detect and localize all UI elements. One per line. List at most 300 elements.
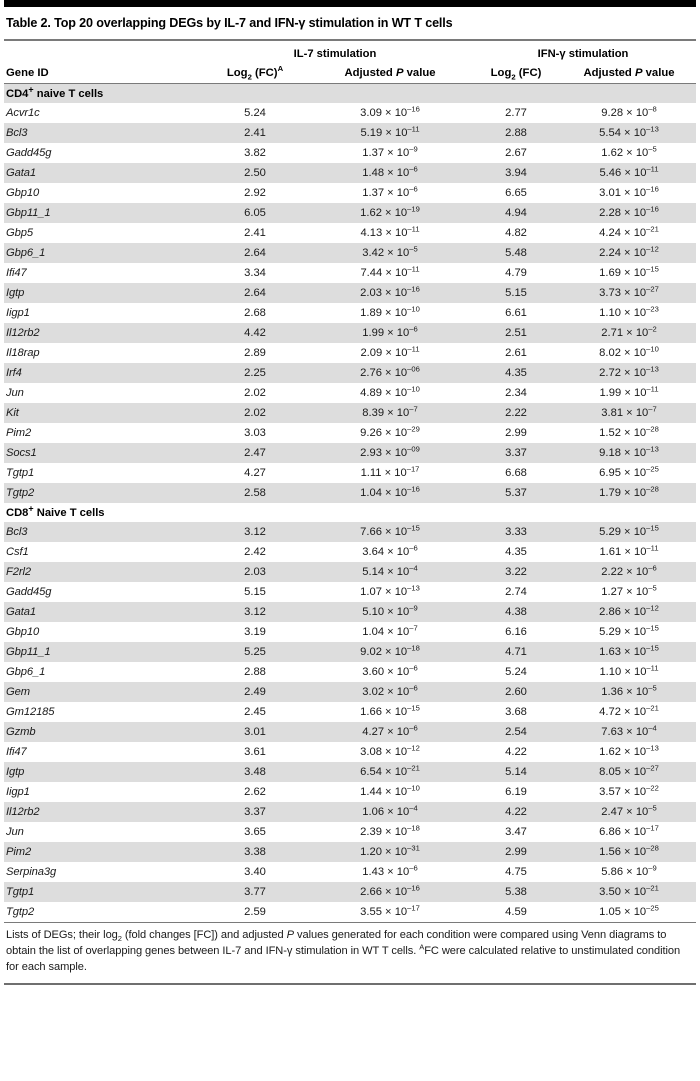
cell-ifng-log2fc: 6.65	[470, 183, 562, 203]
il7-p-exponent: –16	[407, 484, 420, 494]
il7-p-exponent: –6	[409, 184, 418, 194]
table-body	[4, 83, 696, 922]
cell-ifng-adjusted-p	[562, 123, 696, 143]
cell-gene-id: Gbp6_1	[4, 662, 200, 682]
ifng-p-exponent: –25	[646, 903, 659, 913]
table-row	[4, 642, 696, 662]
ifng-p-exponent: –17	[646, 823, 659, 833]
cell-ifng-log2fc: 2.67	[470, 143, 562, 163]
il7-p-mantissa: 2.09 × 10	[360, 346, 408, 359]
cell-ifng-adjusted-p	[562, 363, 696, 383]
section-label-post: naive T cells	[33, 87, 104, 100]
il7-p-mantissa: 5.19 × 10	[360, 126, 408, 139]
cell-ifng-adjusted-p	[562, 702, 696, 722]
cell-il7-log2fc: 3.12	[200, 522, 310, 542]
il7-p-exponent: –10	[407, 783, 420, 793]
il7-p-mantissa: 2.93 × 10	[360, 446, 408, 459]
il7-p-exponent: –16	[407, 284, 420, 294]
cell-il7-log2fc: 3.40	[200, 862, 310, 882]
cell-ifng-adjusted-p	[562, 143, 696, 163]
ifng-p-exponent: –11	[646, 663, 659, 673]
cell-gene-id: Irf4	[4, 363, 200, 383]
cell-ifng-log2fc: 4.22	[470, 742, 562, 762]
ifng-p-exponent: –6	[648, 563, 657, 573]
il7-p-exponent: –31	[407, 843, 420, 853]
il7-p-exponent: –16	[407, 883, 420, 893]
cell-ifng-adjusted-p	[562, 902, 696, 922]
cell-il7-adjusted-p	[310, 163, 470, 183]
cell-il7-log2fc: 3.77	[200, 882, 310, 902]
cell-ifng-adjusted-p	[562, 103, 696, 123]
il7-p-exponent: –06	[407, 364, 420, 374]
ifng-p-exponent: –5	[648, 683, 657, 693]
cell-il7-adjusted-p	[310, 143, 470, 163]
ifng-p-exponent: –15	[646, 264, 659, 274]
il7-fc-footnote-marker: A	[277, 64, 284, 74]
cell-il7-adjusted-p	[310, 283, 470, 303]
cell-gene-id: Il18rap	[4, 343, 200, 363]
table-row	[4, 722, 696, 742]
cell-il7-adjusted-p	[310, 642, 470, 662]
il7-p-mantissa: 7.44 × 10	[360, 266, 408, 279]
ifng-p-mantissa: 1.79 × 10	[599, 486, 647, 499]
cell-gene-id: F2rl2	[4, 562, 200, 582]
il7-p-exponent: –6	[409, 324, 418, 334]
section-header-row	[4, 83, 696, 103]
cell-il7-log2fc: 2.41	[200, 223, 310, 243]
cell-ifng-adjusted-p	[562, 802, 696, 822]
cell-ifng-log2fc: 4.82	[470, 223, 562, 243]
cell-ifng-log2fc: 6.68	[470, 463, 562, 483]
table-row	[4, 183, 696, 203]
il7-p-exponent: –9	[409, 144, 418, 154]
cell-ifng-adjusted-p	[562, 243, 696, 263]
cell-il7-adjusted-p	[310, 123, 470, 143]
il7-p-exponent: –09	[407, 444, 420, 454]
il7-p-exponent: –11	[407, 124, 420, 134]
cell-il7-adjusted-p	[310, 343, 470, 363]
il7-p-mantissa: 1.20 × 10	[360, 845, 408, 858]
cell-il7-adjusted-p	[310, 782, 470, 802]
cell-il7-adjusted-p	[310, 183, 470, 203]
ifng-p-mantissa: 1.27 × 10	[601, 585, 649, 598]
cell-gene-id: Pim2	[4, 423, 200, 443]
cell-ifng-adjusted-p	[562, 622, 696, 642]
cell-gene-id: Gbp10	[4, 183, 200, 203]
cell-gene-id: Tgtp2	[4, 902, 200, 922]
ifng-p-exponent: –5	[648, 803, 657, 813]
cell-il7-log2fc: 6.05	[200, 203, 310, 223]
cell-ifng-log2fc: 2.51	[470, 323, 562, 343]
il7-p-exponent: –7	[409, 404, 418, 414]
cell-il7-log2fc: 3.34	[200, 263, 310, 283]
il7-p-mantissa: 2.03 × 10	[360, 286, 408, 299]
cell-ifng-log2fc: 6.19	[470, 782, 562, 802]
cell-ifng-adjusted-p	[562, 822, 696, 842]
ifng-p-mantissa: 2.28 × 10	[599, 206, 647, 219]
ifng-p-exponent: –13	[646, 364, 659, 374]
cell-ifng-log2fc: 2.74	[470, 582, 562, 602]
il7-p-mantissa: 3.60 × 10	[362, 665, 410, 678]
cell-il7-adjusted-p	[310, 602, 470, 622]
cell-ifng-log2fc: 2.61	[470, 343, 562, 363]
table-row	[4, 542, 696, 562]
il7-p-exponent: –18	[407, 643, 420, 653]
ifng-p-mantissa: 3.50 × 10	[599, 885, 647, 898]
cell-il7-log2fc: 3.19	[200, 622, 310, 642]
il7-p-mantissa: 1.44 × 10	[360, 785, 408, 798]
cell-il7-log2fc: 3.37	[200, 802, 310, 822]
cell-gene-id: Kit	[4, 403, 200, 423]
cell-gene-id: Tgtp1	[4, 463, 200, 483]
cell-gene-id: Gbp11_1	[4, 642, 200, 662]
cell-gene-id: Igtp	[4, 762, 200, 782]
ifng-p-exponent: –2	[648, 324, 657, 334]
ifng-p-exponent: –27	[646, 763, 659, 773]
cell-gene-id: Gem	[4, 682, 200, 702]
cell-il7-log2fc: 2.41	[200, 123, 310, 143]
cell-ifng-log2fc: 5.38	[470, 882, 562, 902]
footnote-sub-2: 2	[117, 934, 122, 944]
ifng-p-mantissa: 9.18 × 10	[599, 446, 647, 459]
ifng-p-exponent: –9	[648, 863, 657, 873]
ifng-p-exponent: –25	[646, 464, 659, 474]
col-header-il7-adjusted-p	[310, 64, 470, 84]
table-row	[4, 662, 696, 682]
cell-gene-id: Gata1	[4, 163, 200, 183]
section-label-plus-sup: +	[28, 503, 34, 514]
ifng-p-exponent: –28	[646, 424, 659, 434]
cell-gene-id: Tgtp1	[4, 882, 200, 902]
il7-p-mantissa: 9.26 × 10	[360, 426, 408, 439]
table-footnote	[4, 923, 696, 982]
ifng-p-mantissa: 5.86 × 10	[601, 865, 649, 878]
il7-p-mantissa: 2.76 × 10	[360, 366, 408, 379]
column-header-row	[4, 64, 696, 84]
ifng-p-mantissa: 9.28 × 10	[601, 106, 649, 119]
cell-gene-id: Gadd45g	[4, 143, 200, 163]
cell-ifng-log2fc: 5.15	[470, 283, 562, 303]
ifng-p-mantissa: 3.01 × 10	[599, 186, 647, 199]
cell-ifng-log2fc: 2.99	[470, 842, 562, 862]
cell-ifng-log2fc: 4.79	[470, 263, 562, 283]
ifng-p-mantissa: 1.56 × 10	[599, 845, 647, 858]
table-row	[4, 842, 696, 862]
cell-ifng-adjusted-p	[562, 862, 696, 882]
cell-il7-log2fc: 3.03	[200, 423, 310, 443]
il7-p-exponent: –4	[409, 563, 418, 573]
cell-il7-log2fc: 2.02	[200, 403, 310, 423]
cell-ifng-log2fc: 3.33	[470, 522, 562, 542]
cell-il7-adjusted-p	[310, 742, 470, 762]
table-row	[4, 862, 696, 882]
cell-ifng-log2fc: 5.48	[470, 243, 562, 263]
ifng-p-exponent: –15	[646, 623, 659, 633]
cell-il7-log2fc: 2.47	[200, 443, 310, 463]
il7-p-post: value	[403, 66, 436, 79]
ifng-p-exponent: –10	[646, 344, 659, 354]
il7-p-mantissa: 3.09 × 10	[360, 106, 408, 119]
section-label-pre: CD8	[6, 506, 29, 519]
table-row	[4, 263, 696, 283]
ifng-p-mantissa: 2.22 × 10	[601, 565, 649, 578]
table-row	[4, 602, 696, 622]
cell-il7-adjusted-p	[310, 822, 470, 842]
table-title: Table 2. Top 20 overlapping DEGs by IL-7 and IFN-γ stimulation in WT T cells	[6, 16, 453, 30]
cell-ifng-adjusted-p	[562, 662, 696, 682]
cell-il7-adjusted-p	[310, 223, 470, 243]
table-row	[4, 782, 696, 802]
cell-ifng-adjusted-p	[562, 223, 696, 243]
ifng-p-mantissa: 6.95 × 10	[599, 466, 647, 479]
ifng-p-exponent: –15	[646, 643, 659, 653]
table-row	[4, 343, 696, 363]
ifng-p-post: value	[642, 66, 675, 79]
il7-fc-sub: 2	[247, 72, 252, 82]
cell-il7-log2fc: 3.65	[200, 822, 310, 842]
il7-p-mantissa: 3.02 × 10	[362, 685, 410, 698]
cell-gene-id: Bcl3	[4, 123, 200, 143]
ifng-p-mantissa: 1.10 × 10	[599, 306, 647, 319]
cell-ifng-log2fc: 2.22	[470, 403, 562, 423]
cell-ifng-log2fc: 5.14	[470, 762, 562, 782]
cell-ifng-adjusted-p	[562, 183, 696, 203]
cell-il7-log2fc: 4.42	[200, 323, 310, 343]
cell-il7-adjusted-p	[310, 802, 470, 822]
ifng-p-exponent: –8	[648, 104, 657, 114]
cell-gene-id: Csf1	[4, 542, 200, 562]
table-row	[4, 562, 696, 582]
cell-il7-log2fc: 2.68	[200, 303, 310, 323]
ifng-p-exponent: –27	[646, 284, 659, 294]
il7-p-exponent: –6	[409, 543, 418, 553]
cell-il7-log2fc: 3.82	[200, 143, 310, 163]
il7-p-exponent: –15	[407, 703, 420, 713]
table-row	[4, 463, 696, 483]
cell-il7-log2fc: 2.88	[200, 662, 310, 682]
cell-ifng-log2fc: 3.94	[470, 163, 562, 183]
ifng-p-mantissa: 1.52 × 10	[599, 426, 647, 439]
cell-il7-log2fc: 3.12	[200, 602, 310, 622]
cell-il7-adjusted-p	[310, 443, 470, 463]
ifng-p-mantissa: 4.72 × 10	[599, 705, 647, 718]
cell-ifng-adjusted-p	[562, 343, 696, 363]
group-header-row	[4, 41, 696, 64]
cell-ifng-log2fc: 3.22	[470, 562, 562, 582]
il7-p-mantissa: 8.39 × 10	[362, 406, 410, 419]
table-row	[4, 403, 696, 423]
table-row	[4, 163, 696, 183]
ifng-p-mantissa: 3.73 × 10	[599, 286, 647, 299]
table-row	[4, 223, 696, 243]
il7-p-mantissa: 2.66 × 10	[360, 885, 408, 898]
cell-il7-adjusted-p	[310, 902, 470, 922]
ifng-p-mantissa: 2.72 × 10	[599, 366, 647, 379]
section-label-plus-sup: +	[28, 84, 34, 95]
cell-ifng-log2fc: 4.59	[470, 902, 562, 922]
il7-p-mantissa: 5.10 × 10	[362, 605, 410, 618]
ifng-p-exponent: –4	[648, 723, 657, 733]
table-row	[4, 363, 696, 383]
cell-il7-adjusted-p	[310, 403, 470, 423]
cell-il7-adjusted-p	[310, 882, 470, 902]
table-row	[4, 143, 696, 163]
il7-p-exponent: –4	[409, 803, 418, 813]
cell-ifng-adjusted-p	[562, 582, 696, 602]
cell-ifng-log2fc: 4.22	[470, 802, 562, 822]
cell-il7-adjusted-p	[310, 463, 470, 483]
ifng-p-mantissa: 1.36 × 10	[601, 685, 649, 698]
cell-il7-adjusted-p	[310, 582, 470, 602]
cell-ifng-log2fc: 4.75	[470, 862, 562, 882]
cell-ifng-adjusted-p	[562, 203, 696, 223]
cell-gene-id: Il12rb2	[4, 802, 200, 822]
il7-p-mantissa: 3.42 × 10	[362, 246, 410, 259]
cell-ifng-log2fc: 5.24	[470, 662, 562, 682]
cell-ifng-log2fc: 2.54	[470, 722, 562, 742]
ifng-p-exponent: –5	[648, 583, 657, 593]
cell-ifng-adjusted-p	[562, 522, 696, 542]
il7-p-exponent: –29	[407, 424, 420, 434]
cell-ifng-log2fc: 3.37	[470, 443, 562, 463]
il7-p-mantissa: 1.48 × 10	[362, 166, 410, 179]
group-header-il7: IL-7 stimulation	[200, 41, 470, 64]
cell-il7-log2fc: 5.25	[200, 642, 310, 662]
il7-p-mantissa: 4.89 × 10	[360, 386, 408, 399]
cell-il7-log2fc: 2.02	[200, 383, 310, 403]
cell-ifng-log2fc: 4.35	[470, 542, 562, 562]
cell-gene-id: Bcl3	[4, 522, 200, 542]
section-label-post: Naive T cells	[33, 506, 105, 519]
cell-il7-adjusted-p	[310, 203, 470, 223]
cell-ifng-log2fc: 5.37	[470, 483, 562, 503]
ifng-fc-post: (FC)	[515, 66, 542, 79]
ifng-p-mantissa: 8.05 × 10	[599, 765, 647, 778]
ifng-p-mantissa: 5.46 × 10	[599, 166, 647, 179]
il7-p-exponent: –6	[409, 723, 418, 733]
table-row	[4, 123, 696, 143]
il7-p-exponent: –16	[407, 104, 420, 114]
table-row	[4, 882, 696, 902]
cell-ifng-adjusted-p	[562, 842, 696, 862]
cell-ifng-adjusted-p	[562, 642, 696, 662]
il7-p-mantissa: 1.89 × 10	[360, 306, 408, 319]
ifng-p-mantissa: 5.29 × 10	[599, 525, 647, 538]
section-header-label	[4, 503, 696, 522]
cell-ifng-log2fc: 4.94	[470, 203, 562, 223]
cell-gene-id: Serpina3g	[4, 862, 200, 882]
cell-il7-adjusted-p	[310, 682, 470, 702]
ifng-p-exponent: –16	[646, 184, 659, 194]
il7-p-mantissa: 4.27 × 10	[362, 725, 410, 738]
ifng-p-mantissa: 6.86 × 10	[599, 825, 647, 838]
cell-gene-id: Acvr1c	[4, 103, 200, 123]
cell-il7-adjusted-p	[310, 363, 470, 383]
table-row	[4, 283, 696, 303]
cell-il7-adjusted-p	[310, 702, 470, 722]
cell-gene-id: Gata1	[4, 602, 200, 622]
ifng-p-exponent: –28	[646, 843, 659, 853]
cell-ifng-adjusted-p	[562, 722, 696, 742]
ifng-p-mantissa: 2.24 × 10	[599, 246, 647, 259]
cell-ifng-log2fc: 4.71	[470, 642, 562, 662]
il7-p-mantissa: 1.04 × 10	[362, 625, 410, 638]
ifng-p-mantissa: 2.47 × 10	[601, 805, 649, 818]
footnote-seg3: values generated for each condition were compared using Venn diagrams to obtain the list of overlapping genes between IL-7 and IFN-γ stimulation in WT T cells.	[6, 929, 667, 958]
cell-gene-id: Gbp6_1	[4, 243, 200, 263]
degs-table	[4, 41, 696, 922]
il7-p-mantissa: 1.11 × 10	[360, 466, 407, 479]
ifng-p-exponent: –12	[646, 244, 659, 254]
cell-il7-adjusted-p	[310, 842, 470, 862]
col-header-ifng-adjusted-p	[562, 64, 696, 84]
il7-p-mantissa: 1.99 × 10	[362, 326, 410, 339]
cell-gene-id: Iigp1	[4, 782, 200, 802]
cell-ifng-adjusted-p	[562, 303, 696, 323]
il7-p-exponent: –6	[409, 663, 418, 673]
il7-p-mantissa: 1.04 × 10	[360, 486, 408, 499]
ifng-p-mantissa: 2.71 × 10	[601, 326, 649, 339]
table-row	[4, 822, 696, 842]
ifng-p-exponent: –23	[646, 304, 659, 314]
cell-il7-adjusted-p	[310, 622, 470, 642]
cell-il7-log2fc: 3.61	[200, 742, 310, 762]
il7-p-mantissa: 1.06 × 10	[362, 805, 410, 818]
footnote-seg2: (fold changes [FC]) and adjusted	[121, 929, 287, 942]
il7-p-mantissa: 1.37 × 10	[362, 186, 410, 199]
table-row	[4, 682, 696, 702]
cell-il7-adjusted-p	[310, 722, 470, 742]
cell-ifng-adjusted-p	[562, 882, 696, 902]
cell-il7-log2fc: 5.15	[200, 582, 310, 602]
ifng-p-exponent: –28	[646, 484, 659, 494]
ifng-p-exponent: –22	[646, 783, 659, 793]
cell-il7-adjusted-p	[310, 323, 470, 343]
cell-gene-id: Gbp10	[4, 622, 200, 642]
cell-ifng-adjusted-p	[562, 383, 696, 403]
cell-il7-adjusted-p	[310, 562, 470, 582]
ifng-p-exponent: –21	[646, 224, 659, 234]
table-row	[4, 742, 696, 762]
cell-ifng-adjusted-p	[562, 782, 696, 802]
cell-gene-id: Jun	[4, 383, 200, 403]
ifng-p-mantissa: 1.05 × 10	[599, 905, 647, 918]
cell-il7-adjusted-p	[310, 662, 470, 682]
cell-il7-log2fc: 2.89	[200, 343, 310, 363]
ifng-p-exponent: –7	[648, 404, 657, 414]
il7-p-mantissa: 1.43 × 10	[362, 865, 410, 878]
il7-p-exponent: –21	[407, 763, 420, 773]
il7-p-exponent: –5	[409, 244, 418, 254]
cell-il7-adjusted-p	[310, 483, 470, 503]
cell-ifng-adjusted-p	[562, 742, 696, 762]
cell-il7-adjusted-p	[310, 762, 470, 782]
cell-il7-log2fc: 3.38	[200, 842, 310, 862]
cell-ifng-log2fc: 2.88	[470, 123, 562, 143]
il7-p-mantissa: 6.54 × 10	[360, 765, 408, 778]
ifng-p-exponent: –11	[646, 543, 659, 553]
section-header-row	[4, 503, 696, 522]
cell-il7-log2fc: 5.24	[200, 103, 310, 123]
il7-p-exponent: –17	[407, 903, 420, 913]
table-row	[4, 802, 696, 822]
table-row	[4, 582, 696, 602]
ifng-p-exponent: –11	[646, 164, 659, 174]
cell-gene-id: Pim2	[4, 842, 200, 862]
cell-ifng-log2fc: 2.99	[470, 423, 562, 443]
cell-il7-log2fc: 2.64	[200, 243, 310, 263]
footnote-seg1: Lists of DEGs; their log	[6, 929, 118, 942]
